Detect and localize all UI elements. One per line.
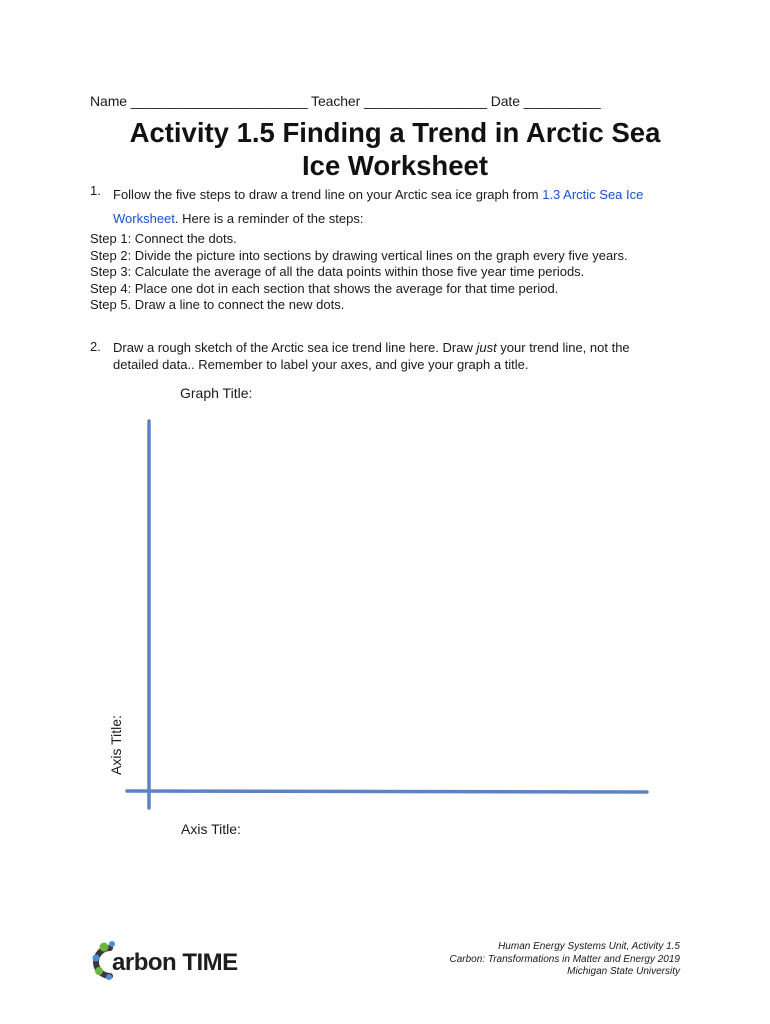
question2-text-after-em: your trend line, not the [496,340,630,355]
name-teacher-date-line: Name _______________________ Teacher ________________ Date __________ [90,93,601,109]
arctic-sea-ice-worksheet-link-part2[interactable]: Worksheet [113,211,175,226]
footer-line1: Human Energy Systems Unit, Activity 1.5 [498,941,680,952]
question1-text-after-link: . Here is a reminder of the steps: [174,211,364,226]
step-2: Step 2: Divide the picture into sections by drawing vertical lines on the graph every five years. [90,247,628,263]
y-axis-title-label: Axis Title: [108,715,124,775]
step-3: Step 3: Calculate the average of all the data points within those five year time periods. [90,264,585,280]
graph-title-label: Graph Title: [180,385,253,401]
question2-text-before-em: Draw a rough sketch of the Arctic sea ice trend line here. Draw [113,340,477,355]
step-1: Step 1: Connect the dots. [90,231,237,246]
footer-line2: Carbon: Transformations in Matter and Energy 2019 [449,953,680,965]
footer-line3: Michigan State University [567,966,680,977]
step-5: Step 5. Draw a line to connect the new dots. [90,297,345,313]
footer-credits [450,941,681,979]
x-axis-title-label: Axis Title: [181,821,241,837]
page-title-line2: Ice Worksheet [302,150,488,181]
x-axis-line [127,791,647,792]
arctic-sea-ice-worksheet-link-part1[interactable]: 1.3 Arctic Sea Ice [542,187,644,202]
carbon-time-logo-text: arbon TIME [112,949,238,976]
page-title-line1: Activity 1.5 Finding a Trend in Arctic Sea [129,117,661,148]
step-4: Step 4: Place one dot in each section that shows the average for that time period. [90,280,559,296]
question2-emphasis: just [476,340,497,355]
question1-number: 1. [90,183,101,198]
question2-line2: detailed data.. Remember to label your axes, and give your graph a title. [113,357,529,372]
question2-number: 2. [90,339,101,354]
question1-text-before-link: Follow the five steps to draw a trend line on your Arctic sea ice graph from [113,187,543,202]
